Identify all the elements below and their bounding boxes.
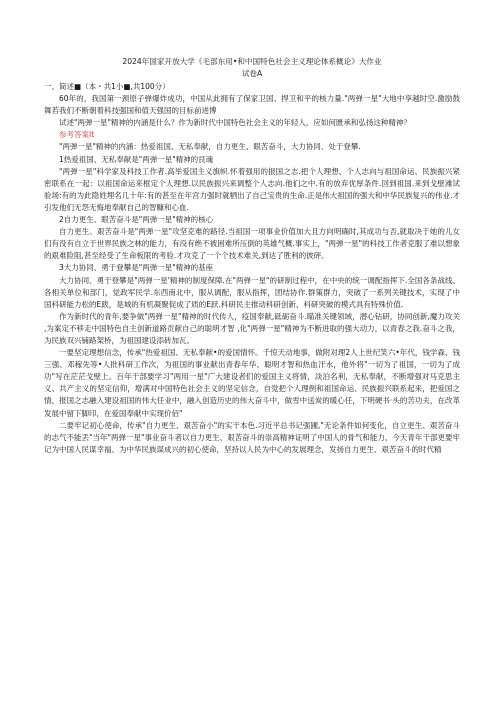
- document-page: [44, 56, 460, 456]
- first-requirement-paragraph: 一要坚定理想信念，传承"热爱祖国、无私奉献•的爱国情怀。千惊天动地事，做附对理2人上世纪笑六•年代，钱学森、钱三强、邓稼先等•人批科研工作次，为祖国的事业献出青春年华、聪明才智和热血汗水，他外将"一切为了祖国，一切为了成功"写在茫茫戈壁上。百年干部要学习"两用一星"广大建设者们的爱国主义将情，淡泊名利，无私奉献，不断增强对马克思主义、共产主义的坚定信仰，增满对中国特色社会主义的坚定信念，自觉把个人理例和祖国命运、民族振兴联系起来，把爱国之情、报国之志融入建设祖国的伟大任业中，融入创造历史的伟大奋斗中，做雪中送炭的暖心任，下明硬书·头的苦功夫，在改革发展中留下脚印，在爱国奉献中实现价佰": [44, 348, 460, 418]
- second-requirement-paragraph: 二要牢记初心使命，传承"自力更生、艰苦奋小"的实干本色.习近平总书记强圃,"无论条件如何变化，自立更生、艰苦奋斗的志气不能丢"当年"两弹一星"事业奋斗者以自力更生、艰苦奋斗的崇高精神证明了中国人的骨气和能力，今天青年干部更要牢记为中国人民谋幸福、为中华民族谋成兴的初心使命，坚持以人民为中心的发展理念，发扬自力更生、艰苦奋斗的时代精: [44, 420, 460, 454]
- point-3-body: 大力协同、勇于登攀是"两弹一星'精神的制度保障.在"两弹一星"的研制过程中，在中央的统一调配指挥下.全国各条战线、各相关单位和部门，觉政军民学.东西南北中，服从调配，服从指挥，团结协作.群策群力，突破了一系列关键技术，实现了中国科研能力松的E跋，是城的有机凝聚促成了质的E跃.科研民主推动科研创新、科研突破的模式具有特殊价值.: [44, 275, 460, 309]
- answer-label: 参考答案It: [59, 130, 95, 140]
- question-paragraph: 试述"两弹一星"精神的内涵是什么？作为新时代中国特色社会主义的年轻人，应如何匮承和弘扬这种精神？: [59, 118, 411, 128]
- point-1-body: "两弹一星"科学家及科技工作者.高举爱国主义旗帜.怀着强用的报国之志.把个人理想、个人志向与祖国命运、民族振兴紧密联系在一起：以祖国命运来框定个人理想.以民族振兴来调整个人志向.他们之中.有的放弃优厚条件.回到祖国.来到戈壁滩试验场:有的为此隐姓埋名几十年:有的甚至在年宫力强时就牺出了自己宝贵的生命.正是伟大祖国的强大和中华民族复兴的伟业.才引发他们无怨无悔地奉献自己的智糠和心血.: [44, 166, 460, 212]
- document-title: 2024年国家开放大学《毛部东用•和中国特色社会主义理论体系概论》大作业: [122, 57, 382, 66]
- section-heading: 一、简述■（本・共1小■,共100分）: [44, 82, 170, 91]
- document-subtitle: 试卷A: [241, 69, 263, 78]
- point-2-body: 自力更生、艰苦奋斗是"两弹一星"攻坚克难的路径.当祖国一项事业价值加大且方向明确时,其成功与否,就取决于她的儿女们有没有自立于世界民族之林的能力，有没有绝不被困难所压倒的英雄气概.事实上，"两弹一星"的科技工作者克服了难以想象的艰难险阻,甚至经受了生命板限的考验.才攻克了一个个技术难关,到达了胜利的彼砰。: [44, 227, 460, 261]
- point-3-heading: 3大力协同、勇于登攀是"两弹一星"精神的基座: [59, 263, 214, 273]
- youth-paragraph: 作为新时代的青年,要争做"两弹一星"精神的时代传人，疫国奉献,砥砺奋斗.瞄准关键领域，潜心钻研，协同创新,魔力攻关 ,为案定不移走中国特色自主创新道路贡献自己的聪明才智 ,化"两弹一星"精神为不断进取的强大动力，以青春之我.奋斗之我，为民族双兴铺路架桥，为祖国建设添砖加瓦。: [44, 311, 460, 345]
- point-1-heading: 1热爱祖国、无私奉献是"两弹一星"精神的艮魂: [59, 154, 214, 164]
- intro-paragraph: 60年的，我国第一颈原子弹爆炸成功，中国从此拥有了保家卫国、捍卫和平的核力量."两弹一星"大地中享越时空.激励鼓舞若我们不断朝着科技强国和值天强国的目标前进博: [44, 94, 460, 116]
- answer-intro: "两弹一星"精神的内涵：热爱祖国、无私奉献，自力更生、眼苦奋斗，大力协同、处于登攀.: [59, 142, 361, 152]
- point-2-heading: 2自力更生、眼苦奋斗是"两弹一星"精神的核心: [59, 215, 214, 225]
